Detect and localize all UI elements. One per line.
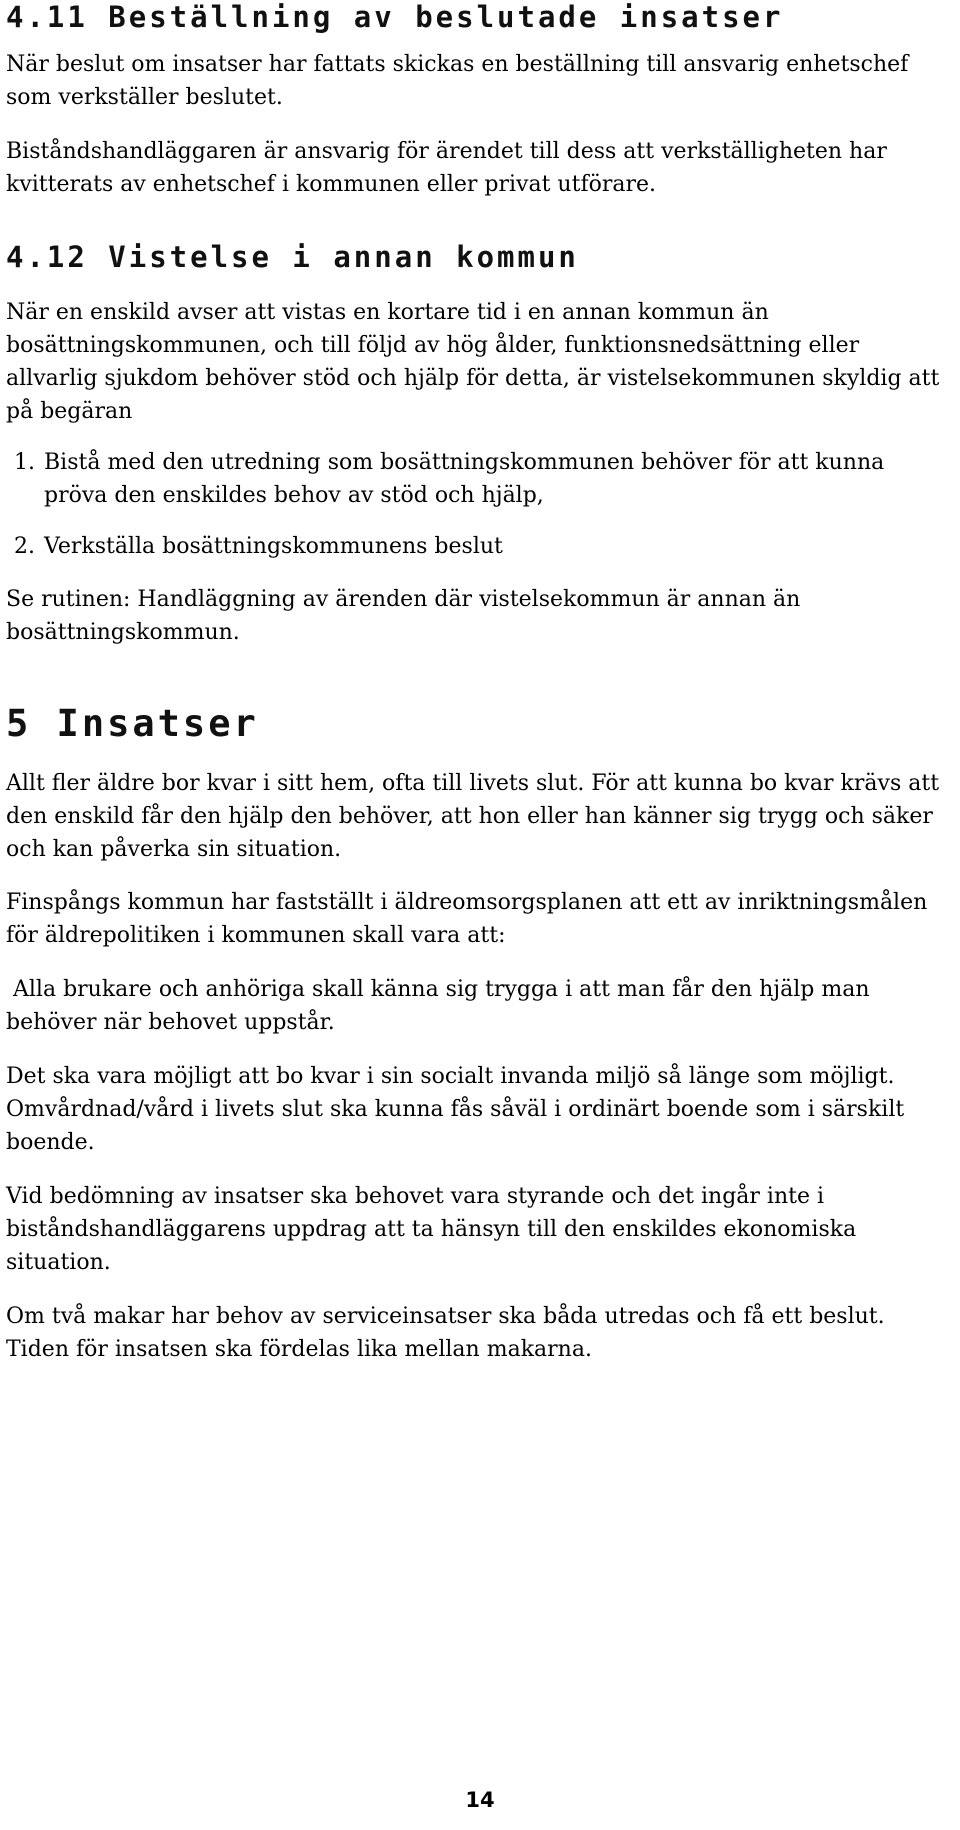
section-heading-4-11: 4.11 Beställning av beslutade insatser [6,0,784,34]
paragraph: Biståndshandläggaren är ansvarig för ärendet till dess att verkställigheten har kvitterats av enhetschef i kommunen eller privat utförare. [6,139,887,197]
list-item [6,446,946,512]
section-heading-5: 5 Insatser [6,702,259,745]
paragraph: Vid bedömning av insatser ska behovet vara styrande och det ingår inte i biståndshandläggarens uppdrag att ta hänsyn till den enskildes ekonomiska situation. [6,1184,857,1275]
paragraph: När beslut om insatser har fattats skickas en beställning till ansvarig enhetschef som verkställer beslutet. [6,52,909,110]
numbered-list [6,446,946,563]
paragraph: När en enskild avser att vistas en kortare tid i en annan kommun än bosättningskommunen, och till följd av hög ålder, funktionsnedsättning eller allvarlig sjukdom behöver stöd och hjälp för detta, är vistelsekommunen skyldig att på begäran [6,300,940,424]
reference-paragraph: Se rutinen: Handläggning av ärenden där vistelsekommun är annan än bosättningskommun. [6,587,801,645]
paragraph: Det ska vara möjligt att bo kvar i sin socialt invanda miljö så länge som möjligt. Omvårdnad/vård i livets slut ska kunna fås såväl i ordinärt boende som i särskilt boende. [6,1064,905,1155]
page-content [6,0,946,1366]
page-number: 14 [465,1788,495,1812]
list-text: Bistå med den utredning som bosättningskommunen behöver för att kunna pröva den enskildes behov av stöd och hjälp, [44,450,885,508]
paragraph: Allt fler äldre bor kvar i sitt hem, ofta till livets slut. För att kunna bo kvar krävs att den enskild får den hjälp den behöver, att hon eller han känner sig trygg och säker och kan påverka sin situation. [6,771,940,862]
list-text: Verkställa bosättningskommunens beslut [44,534,503,559]
goal-paragraph: Alla brukare och anhöriga skall känna sig trygga i att man får den hjälp man behöver när behovet uppstår. [6,977,877,1035]
list-number: 2. [14,534,35,559]
paragraph: Om två makar har behov av serviceinsatser ska båda utredas och få ett beslut. Tiden för insatsen ska fördelas lika mellan makarna. [6,1304,885,1362]
list-item [6,530,946,563]
section-heading-4-12: 4.12 Vistelse i annan kommun [6,240,579,274]
paragraph: Finspångs kommun har fastställt i äldreomsorgsplanen att ett av inriktningsmålen för äldrepolitiken i kommunen skall vara att: [6,890,928,948]
list-number: 1. [14,450,35,475]
